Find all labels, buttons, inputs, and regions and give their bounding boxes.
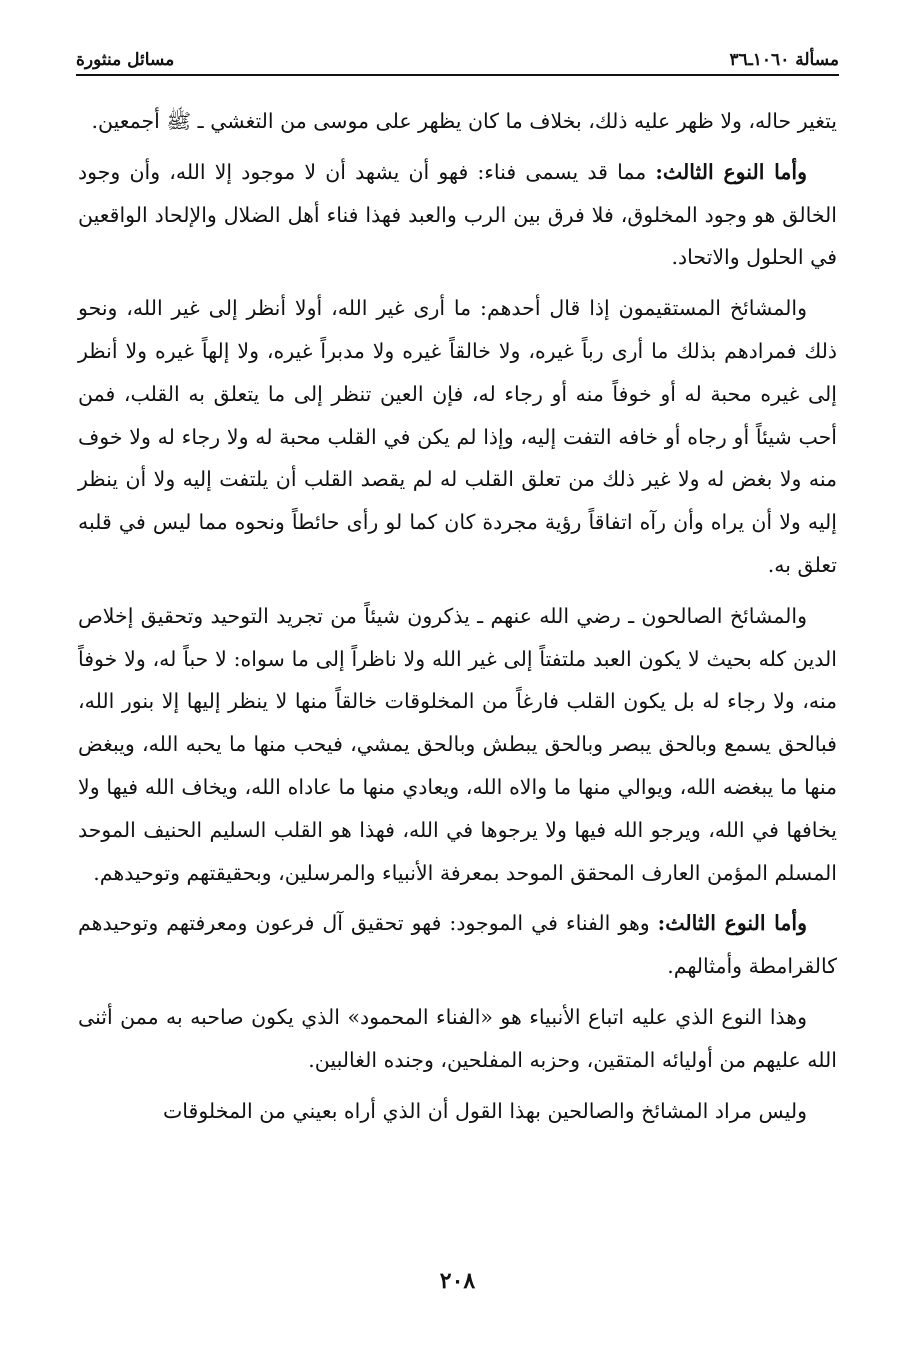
paragraph	[78, 996, 837, 1082]
paragraph	[78, 100, 837, 143]
paragraph-text: والمشائخ المستقيمون إذا قال أحدهم: ما أرى غير الله، أولا أنظر إلى غير الله، ونحو ذلك فمرادهم بذلك ما أرى رباً غيره، ولا خالقاً غيره ولا مدبراً غيره، ولا إلهاً غيره ولا أنظر إلى غيره محبة له أو خوفاً منه أو رجاء له، فإن العين تنظر إلى ما يتعلق به القلب، فمن أحب شيئاً أو رجاه أو خافه التفت إليه، وإذا لم يكن في القلب محبة له ولا رجاء له ولا خوف منه ولا بغض له ولا غير ذلك من تعلق القلب له لم يقصد القلب أن يلتفت إليه ولا أن ينظر إليه ولا أن يراه وأن رآه اتفاقاً رؤية مجردة كان كما لو رأى حائطاً ونحوه مما ليس في قلبه تعلق به.	[78, 296, 837, 577]
paragraph	[78, 1090, 837, 1133]
header-section-title: مسائل منثورة	[76, 50, 175, 70]
running-header	[76, 36, 839, 76]
paragraph-text: يتغير حاله، ولا ظهر عليه ذلك، بخلاف ما كان يظهر على موسى من التغشي ـ ﷺ أجمعين.	[91, 109, 837, 133]
paragraph-lead: وأما النوع الثالث:	[657, 911, 807, 936]
paragraph-text: وليس مراد المشائخ والصالحين بهذا القول أن الذي أراه بعيني من المخلوقات	[163, 1098, 807, 1123]
header-issue-number: مسألة ١٠٦٠ـ٣٦	[729, 50, 839, 70]
paragraph	[78, 287, 837, 587]
page-number: ٢٠٨	[439, 1268, 476, 1294]
paragraph-text: وهو الفناء في الموجود: فهو تحقيق آل فرعون ومعرفتهم وتوحيدهم كالقرامطة وأمثالهم.	[78, 911, 837, 979]
paragraph-lead: وأما النوع الثالث:	[655, 159, 807, 184]
paragraph	[78, 151, 837, 279]
body-text	[78, 100, 837, 1140]
paragraph-text: وهذا النوع الذي عليه اتباع الأنبياء هو «الفناء المحمود» الذي يكون صاحبه به ممن أثنى الله عليهم من أوليائه المتقين، وحزبه المفلحين، وجنده الغالبين.	[78, 1004, 837, 1072]
paragraph-text: والمشائخ الصالحون ـ رضي الله عنهم ـ يذكرون شيئاً من تجريد التوحيد وتحقيق إخلاص الدين كله بحيث لا يكون العبد ملتفتاً إلى غير الله ولا ناظراً إلى ما سواه: لا حباً له، ولا خوفاً منه، ولا رجاء له بل يكون القلب فارغاً من المخلوقات خالقاً منها لا ينظر إليها إلا بنور الله، فبالحق يسمع وبالحق يبصر وبالحق يبطش وبالحق يمشي، فيحب منها ما يحبه الله، ويبغض منها ما يبغضه الله، ويوالي منها ما والاه الله، ويعادي منها ما عاداه الله، ويخاف الله فيها ولا يخافها في الله، ويرجو الله فيها ولا يرجوها في الله، فهذا هو القلب السليم الحنيف الموحد المسلم المؤمن العارف المحقق الموحد بمعرفة الأنبياء والمرسلين، وبحقيقتهم وتوحيدهم.	[78, 603, 837, 885]
paragraph	[78, 902, 837, 988]
paragraph	[78, 595, 837, 895]
paragraph-text: مما قد يسمى فناء: فهو أن يشهد أن لا موجود إلا الله، وأن وجود الخالق هو وجود المخلوق، فلا فرق بين الرب والعبد فهذا فناء أهل الضلال والإلحاد الواقعين في الحلول والاتحاد.	[78, 159, 837, 270]
